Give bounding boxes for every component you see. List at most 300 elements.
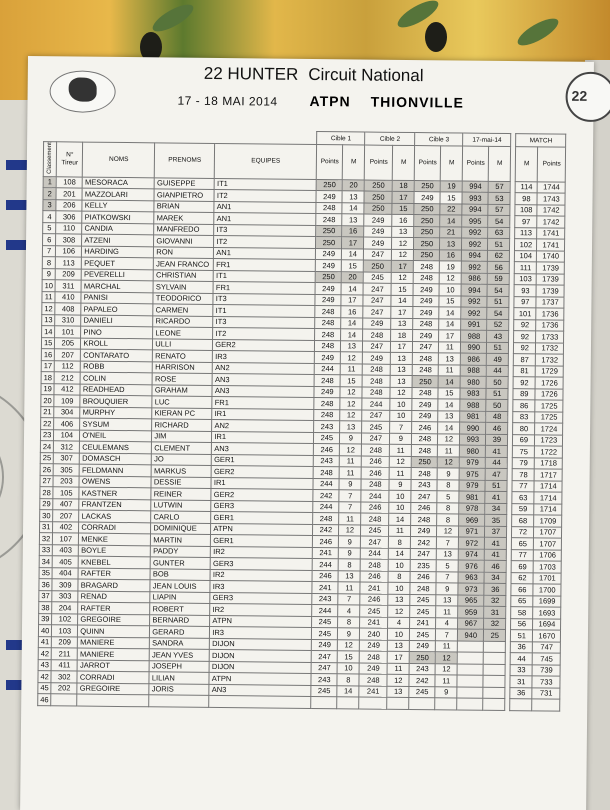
- cell-mm: 81: [514, 365, 536, 377]
- cell-dm: 43: [487, 331, 509, 343]
- cell-rank: 29: [40, 498, 53, 510]
- cell-dp: 976: [458, 560, 484, 572]
- cell-c2m: 15: [391, 284, 413, 296]
- cell-nom: CONTARATO: [81, 349, 153, 361]
- cell-c3m: 13: [440, 238, 462, 250]
- cell-prenom: MARKUS: [151, 465, 211, 477]
- cell-c2p: 245: [360, 605, 388, 617]
- cell-mp: 1742: [537, 216, 565, 228]
- cell-rank: 15: [41, 337, 54, 349]
- cell-nom: PEVERELLI: [81, 269, 153, 281]
- cell-nom: READHEAD: [80, 384, 152, 396]
- cell-rank: 14: [42, 326, 55, 338]
- cell-c1m: 12: [339, 524, 361, 536]
- cell-rank: 30: [40, 510, 53, 522]
- cell-mp: 1726: [535, 389, 563, 401]
- cell-c3m: 14: [438, 399, 460, 411]
- cell-c2m: 14: [391, 295, 413, 307]
- cell-c2m: 13: [391, 353, 413, 365]
- cell-num: 209: [52, 636, 78, 648]
- cell-rank: 42: [38, 671, 51, 683]
- cell-c3p: 249: [413, 307, 439, 319]
- cell-rank: 28: [40, 487, 53, 499]
- cell-c3p: 250: [412, 376, 438, 388]
- cell-num: 402: [53, 521, 79, 533]
- cell-equipe: AN1: [214, 201, 316, 214]
- cell-c1p: 242: [313, 490, 339, 502]
- cell-c1m: 7: [339, 501, 361, 513]
- cell-mm: 62: [511, 572, 533, 584]
- cell-c1m: 20: [342, 179, 364, 191]
- cell-mp: 1733: [536, 331, 564, 343]
- cell-nom: LACKAS: [79, 510, 151, 522]
- cell-c2p: 247: [361, 536, 389, 548]
- cell-equipe: IT2: [213, 328, 315, 341]
- cell-c2p: [359, 697, 387, 709]
- cell-prenom: BERNARD: [150, 614, 210, 626]
- cell-rank: 32: [39, 533, 52, 545]
- cell-mm: [510, 699, 532, 711]
- cell-mm: 92: [514, 342, 536, 354]
- cell-mm: 51: [511, 630, 533, 642]
- cell-dp: 981: [460, 411, 486, 423]
- col-prenoms: PRENOMS: [155, 143, 215, 178]
- col-equipes: EQUIPES: [215, 143, 317, 179]
- cell-prenom: ROBERT: [150, 603, 210, 615]
- cell-dm: 36: [484, 583, 506, 595]
- cell-mm: 108: [515, 204, 537, 216]
- cell-dm: 54: [487, 285, 509, 297]
- cell-c1p: 241: [312, 582, 338, 594]
- cell-mm: 77: [512, 480, 534, 492]
- cell-dm: 41: [486, 446, 508, 458]
- cell-num: 412: [54, 383, 80, 395]
- cell-mm: 31: [510, 676, 532, 688]
- cell-c1p: 245: [312, 628, 338, 640]
- cell-num: 207: [55, 349, 81, 361]
- cell-c3p: 247: [413, 341, 439, 353]
- cell-c1p: 248: [316, 214, 342, 226]
- cell-c2p: 240: [360, 628, 388, 640]
- cell-c2m: 10: [389, 502, 411, 514]
- cell-num: 102: [52, 613, 78, 625]
- cell-c1p: 242: [313, 524, 339, 536]
- cell-nom: CORRADI: [79, 522, 151, 534]
- cell-c3p: 248: [410, 583, 436, 595]
- cell-c2m: 16: [392, 215, 414, 227]
- cell-mm: 69: [511, 561, 533, 573]
- cell-equipe: ATPN: [210, 615, 312, 628]
- cell-c1m: 11: [338, 582, 360, 594]
- cell-equipe: AN2: [212, 420, 314, 433]
- cell-c3p: 250: [414, 238, 440, 250]
- cell-equipe: IR2: [210, 604, 312, 617]
- cell-c3p: 246: [411, 502, 437, 514]
- cell-c1m: 14: [341, 317, 363, 329]
- cell-nom: MENKE: [79, 533, 151, 545]
- cell-dm: 51: [485, 480, 507, 492]
- cell-prenom: KIERAN PC: [152, 408, 212, 420]
- cell-c3m: 5: [437, 491, 459, 503]
- cell-rank: 8: [42, 257, 55, 269]
- cell-c1m: 15: [338, 651, 360, 663]
- cell-c3m: 12: [436, 652, 458, 664]
- cell-equipe: GER1: [211, 512, 313, 525]
- cell-mp: 1739: [536, 285, 564, 297]
- cell-dp: [458, 641, 484, 653]
- cell-num: 407: [53, 498, 79, 510]
- cell-mm: 58: [511, 607, 533, 619]
- cell-c3p: 245: [410, 594, 436, 606]
- cell-c1m: 9: [339, 547, 361, 559]
- cell-rank: 22: [41, 418, 54, 430]
- cell-mm: 97: [515, 216, 537, 228]
- cell-prenom: REINER: [151, 488, 211, 500]
- cell-prenom: JIM: [152, 431, 212, 443]
- cell-c2p: 249: [359, 663, 387, 675]
- cell-dm: 35: [485, 514, 507, 526]
- cell-nom: KROLL: [81, 338, 153, 350]
- cell-c2m: 18: [392, 180, 414, 192]
- olive-decoration: [425, 22, 447, 52]
- col-classement: Classement: [43, 142, 57, 177]
- col-points: Points: [463, 146, 489, 181]
- cell-dp: [457, 675, 483, 687]
- cell-c2p: 249: [363, 318, 391, 330]
- cell-c1m: 15: [342, 260, 364, 272]
- cell-num: 309: [52, 579, 78, 591]
- results-sheet: [20, 56, 594, 810]
- cell-nom: ROBB: [81, 361, 153, 373]
- cell-c1p: 250: [316, 225, 342, 237]
- cell-c1m: 12: [340, 409, 362, 421]
- cell-nom: KASTNER: [79, 487, 151, 499]
- cell-c2p: 249: [364, 237, 392, 249]
- cell-mp: 1740: [537, 251, 565, 263]
- cell-mp: 1741: [537, 239, 565, 251]
- cell-prenom: RICHARD: [152, 419, 212, 431]
- cell-c2m: 10: [388, 559, 410, 571]
- cell-c3m: 7: [436, 629, 458, 641]
- cell-c2m: 8: [388, 571, 410, 583]
- cell-c2p: 249: [363, 352, 391, 364]
- cell-nom: PINO: [81, 326, 153, 338]
- cell-c3m: 11: [436, 640, 458, 652]
- cell-c2p: 246: [360, 571, 388, 583]
- cell-c1p: 249: [315, 294, 341, 306]
- cell-c3p: 248: [412, 433, 438, 445]
- cell-c1p: 247: [312, 651, 338, 663]
- cell-c2p: 248: [361, 479, 389, 491]
- cell-rank: 13: [42, 314, 55, 326]
- cell-c2m: 17: [391, 341, 413, 353]
- cell-prenom: [149, 695, 209, 707]
- cell-c2m: 13: [388, 640, 410, 652]
- cell-mp: 1723: [535, 435, 563, 447]
- cell-nom: RAFTER: [78, 568, 150, 580]
- cell-c1p: 248: [316, 202, 342, 214]
- cell-dp: 980: [460, 376, 486, 388]
- cell-c2m: 17: [391, 307, 413, 319]
- cell-mp: 1718: [535, 458, 563, 470]
- cell-dp: 988: [461, 330, 487, 342]
- cell-rank: 10: [42, 280, 55, 292]
- cell-prenom: MANFREDO: [154, 224, 214, 236]
- cell-c3p: 248: [413, 272, 439, 284]
- cell-c3p: 250: [414, 215, 440, 227]
- cell-mp: 1714: [534, 492, 562, 504]
- cell-c2p: 249: [360, 640, 388, 652]
- cell-c3p: 246: [412, 422, 438, 434]
- cell-c3p: 248: [411, 514, 437, 526]
- cell-mm: 59: [512, 503, 534, 515]
- cell-dp: 972: [459, 537, 485, 549]
- cell-equipe: DIJON: [210, 650, 312, 663]
- cell-c2p: 248: [362, 444, 390, 456]
- cell-c2m: 17: [392, 192, 414, 204]
- cell-num: 212: [54, 372, 80, 384]
- cell-dp: 992: [462, 261, 488, 273]
- cell-equipe: AN3: [212, 385, 314, 398]
- cell-nom: BRAGARD: [78, 579, 150, 591]
- cell-dp: 994: [461, 284, 487, 296]
- cell-rank: 35: [39, 567, 52, 579]
- col-cible3: Cible 3: [415, 133, 463, 147]
- cell-equipe: [209, 696, 311, 709]
- cell-c3p: 242: [409, 675, 435, 687]
- cell-c3m: 22: [440, 204, 462, 216]
- cell-mp: 1739: [537, 262, 565, 274]
- cell-c3m: 8: [437, 479, 459, 491]
- cell-rank: 2: [43, 188, 56, 200]
- cell-c2m: 12: [390, 387, 412, 399]
- cell-mm: 36: [511, 641, 533, 653]
- cell-mp: 1744: [537, 182, 565, 194]
- cell-equipe: AN2: [213, 362, 315, 375]
- cell-rank: 37: [39, 590, 52, 602]
- cell-c1m: 14: [337, 685, 359, 697]
- cell-mp: 739: [532, 665, 560, 677]
- cell-c2m: 11: [387, 663, 409, 675]
- cell-dp: 995: [462, 215, 488, 227]
- cell-c3m: 9: [435, 686, 457, 698]
- cell-nom: PAPALEO: [81, 303, 153, 315]
- cell-rank: 42: [38, 648, 51, 660]
- cell-dm: 57: [488, 204, 510, 216]
- cell-c3p: 249: [411, 525, 437, 537]
- cell-nom: ATZENI: [82, 234, 154, 246]
- cell-dm: [483, 687, 505, 699]
- cell-num: 207: [53, 510, 79, 522]
- cell-mm: 66: [511, 584, 533, 596]
- cell-num: 411: [51, 659, 77, 671]
- cell-mp: 1741: [537, 228, 565, 240]
- cell-num: 406: [54, 418, 80, 430]
- cell-c3m: 13: [437, 548, 459, 560]
- cell-prenom: JEAN FRANCO: [154, 258, 214, 270]
- cell-equipe: AN1: [214, 247, 316, 260]
- cell-c3m: 14: [439, 319, 461, 331]
- cell-nom: DOMASCH: [80, 453, 152, 465]
- cell-dm: 44: [486, 457, 508, 469]
- cell-nom: JARROT: [77, 660, 149, 672]
- cell-c3m: 15: [439, 296, 461, 308]
- col-m: M: [441, 146, 463, 181]
- cell-prenom: MARTIN: [151, 534, 211, 546]
- cell-num: 302: [51, 671, 77, 683]
- cell-equipe: DIJON: [209, 661, 311, 674]
- cell-c3p: 246: [410, 571, 436, 583]
- cell-dp: 983: [460, 388, 486, 400]
- cell-rank: 7: [42, 245, 55, 257]
- cell-c2p: 247: [364, 249, 392, 261]
- cell-c3p: 245: [410, 629, 436, 641]
- cell-c1p: 248: [313, 513, 339, 525]
- col-m: M: [516, 147, 538, 182]
- cell-c2p: 248: [362, 387, 390, 399]
- cell-equipe: IT3: [213, 316, 315, 329]
- cell-mp: 1706: [534, 550, 562, 562]
- cell-mm: 65: [511, 595, 533, 607]
- cell-c1p: 243: [314, 455, 340, 467]
- cell-prenom: RON: [154, 247, 214, 259]
- col-noms: NOMS: [83, 142, 155, 177]
- cell-c1m: 13: [340, 421, 362, 433]
- cell-c3p: 248: [414, 261, 440, 273]
- cell-c3m: 8: [437, 514, 459, 526]
- cell-c1m: 17: [342, 237, 364, 249]
- cell-nom: KNEBEL: [78, 556, 150, 568]
- cell-dm: 51: [487, 342, 509, 354]
- cell-c2m: 9: [390, 433, 412, 445]
- cell-rank: 5: [43, 222, 56, 234]
- cell-prenom: CLEMENT: [152, 442, 212, 454]
- cell-num: 206: [56, 199, 82, 211]
- cell-c3p: 250: [414, 249, 440, 261]
- cell-c3m: 12: [438, 456, 460, 468]
- cell-mm: 104: [515, 250, 537, 262]
- cell-dp: 990: [461, 342, 487, 354]
- cell-dp: 994: [462, 250, 488, 262]
- cell-prenom: LUTWIN: [151, 500, 211, 512]
- cell-prenom: JOSEPH: [149, 660, 209, 672]
- cell-nom: PEQUET: [82, 257, 154, 269]
- cell-num: 305: [53, 464, 79, 476]
- cell-c2m: 14: [389, 548, 411, 560]
- cell-mm: 79: [513, 457, 535, 469]
- cell-c2m: 10: [390, 398, 412, 410]
- cell-mm: 113: [515, 227, 537, 239]
- cell-prenom: GUNTER: [150, 557, 210, 569]
- cell-c1p: 243: [314, 421, 340, 433]
- event-location: ATPN THIONVILLE: [309, 92, 464, 111]
- cell-c1p: [311, 697, 337, 709]
- cell-equipe: IT1: [213, 270, 315, 283]
- cell-num: 108: [56, 176, 82, 188]
- cell-c2p: 244: [362, 398, 390, 410]
- cell-dm: 50: [486, 400, 508, 412]
- cell-mp: 1736: [536, 320, 564, 332]
- cell-c3p: 247: [411, 548, 437, 560]
- cell-equipe: GER3: [211, 500, 313, 513]
- cell-prenom: JEAN LOUIS: [150, 580, 210, 592]
- cell-c3m: 13: [439, 353, 461, 365]
- cell-c2p: 241: [359, 686, 387, 698]
- cell-c2m: 13: [387, 686, 409, 698]
- cell-nom: PIATKOWSKI: [82, 211, 154, 223]
- cell-c1p: 250: [316, 237, 342, 249]
- cell-c2m: 12: [392, 238, 414, 250]
- cell-nom: MESORACA: [82, 177, 154, 189]
- cell-dp: 991: [461, 319, 487, 331]
- cell-mm: 87: [514, 354, 536, 366]
- cell-c1p: 249: [316, 248, 342, 260]
- cell-c1p: 246: [314, 444, 340, 456]
- cell-dp: [457, 687, 483, 699]
- cell-c2p: 248: [360, 651, 388, 663]
- cell-c2m: 12: [392, 249, 414, 261]
- cell-mp: 1693: [533, 607, 561, 619]
- cell-num: 310: [55, 314, 81, 326]
- cell-c2p: 249: [364, 226, 392, 238]
- cell-prenom: BRIAN: [154, 201, 214, 213]
- cell-num: 107: [53, 533, 79, 545]
- cell-c1p: 248: [315, 329, 341, 341]
- cell-rank: 19: [41, 383, 54, 395]
- col-m: M: [343, 145, 365, 180]
- cell-dm: 34: [485, 503, 507, 515]
- cell-c2p: 248: [361, 513, 389, 525]
- cell-c3p: 248: [413, 318, 439, 330]
- cell-dp: 992: [462, 238, 488, 250]
- cell-mp: 733: [532, 676, 560, 688]
- cell-rank: 6: [43, 234, 56, 246]
- cell-c1p: 248: [315, 340, 341, 352]
- cell-prenom: LIAPIN: [150, 591, 210, 603]
- cell-c3m: 7: [437, 537, 459, 549]
- cell-dp: 988: [461, 365, 487, 377]
- col-points: Points: [365, 145, 393, 180]
- cell-c1m: 13: [338, 570, 360, 582]
- cell-c1m: 13: [342, 214, 364, 226]
- cell-nom: O'NEIL: [80, 430, 152, 442]
- cell-mp: 1729: [536, 366, 564, 378]
- cell-c1p: 249: [315, 352, 341, 364]
- cell-nom: MAZZOLARI: [82, 188, 154, 200]
- cell-c1m: 7: [339, 490, 361, 502]
- cell-mm: 83: [513, 411, 535, 423]
- cell-c3m: 15: [440, 192, 462, 204]
- cell-equipe: IT1: [213, 305, 315, 318]
- cell-c1p: 249: [315, 283, 341, 295]
- cell-c1p: 244: [315, 363, 341, 375]
- cell-nom: MANIERE: [78, 637, 150, 649]
- cell-mm: 77: [512, 549, 534, 561]
- cell-nom: MANIERE: [78, 648, 150, 660]
- cell-dp: 978: [459, 503, 485, 515]
- cell-dm: 48: [486, 411, 508, 423]
- cell-c2p: 250: [364, 191, 392, 203]
- cell-equipe: IT3: [213, 293, 315, 306]
- cell-dm: [483, 698, 505, 710]
- cell-prenom: RICARDO: [153, 316, 213, 328]
- cell-dm: 63: [488, 227, 510, 239]
- cell-dm: 39: [486, 434, 508, 446]
- cell-mp: 1739: [536, 274, 564, 286]
- cell-c1m: 12: [340, 444, 362, 456]
- cell-mp: 1707: [534, 538, 562, 550]
- cell-c1p: 246: [313, 536, 339, 548]
